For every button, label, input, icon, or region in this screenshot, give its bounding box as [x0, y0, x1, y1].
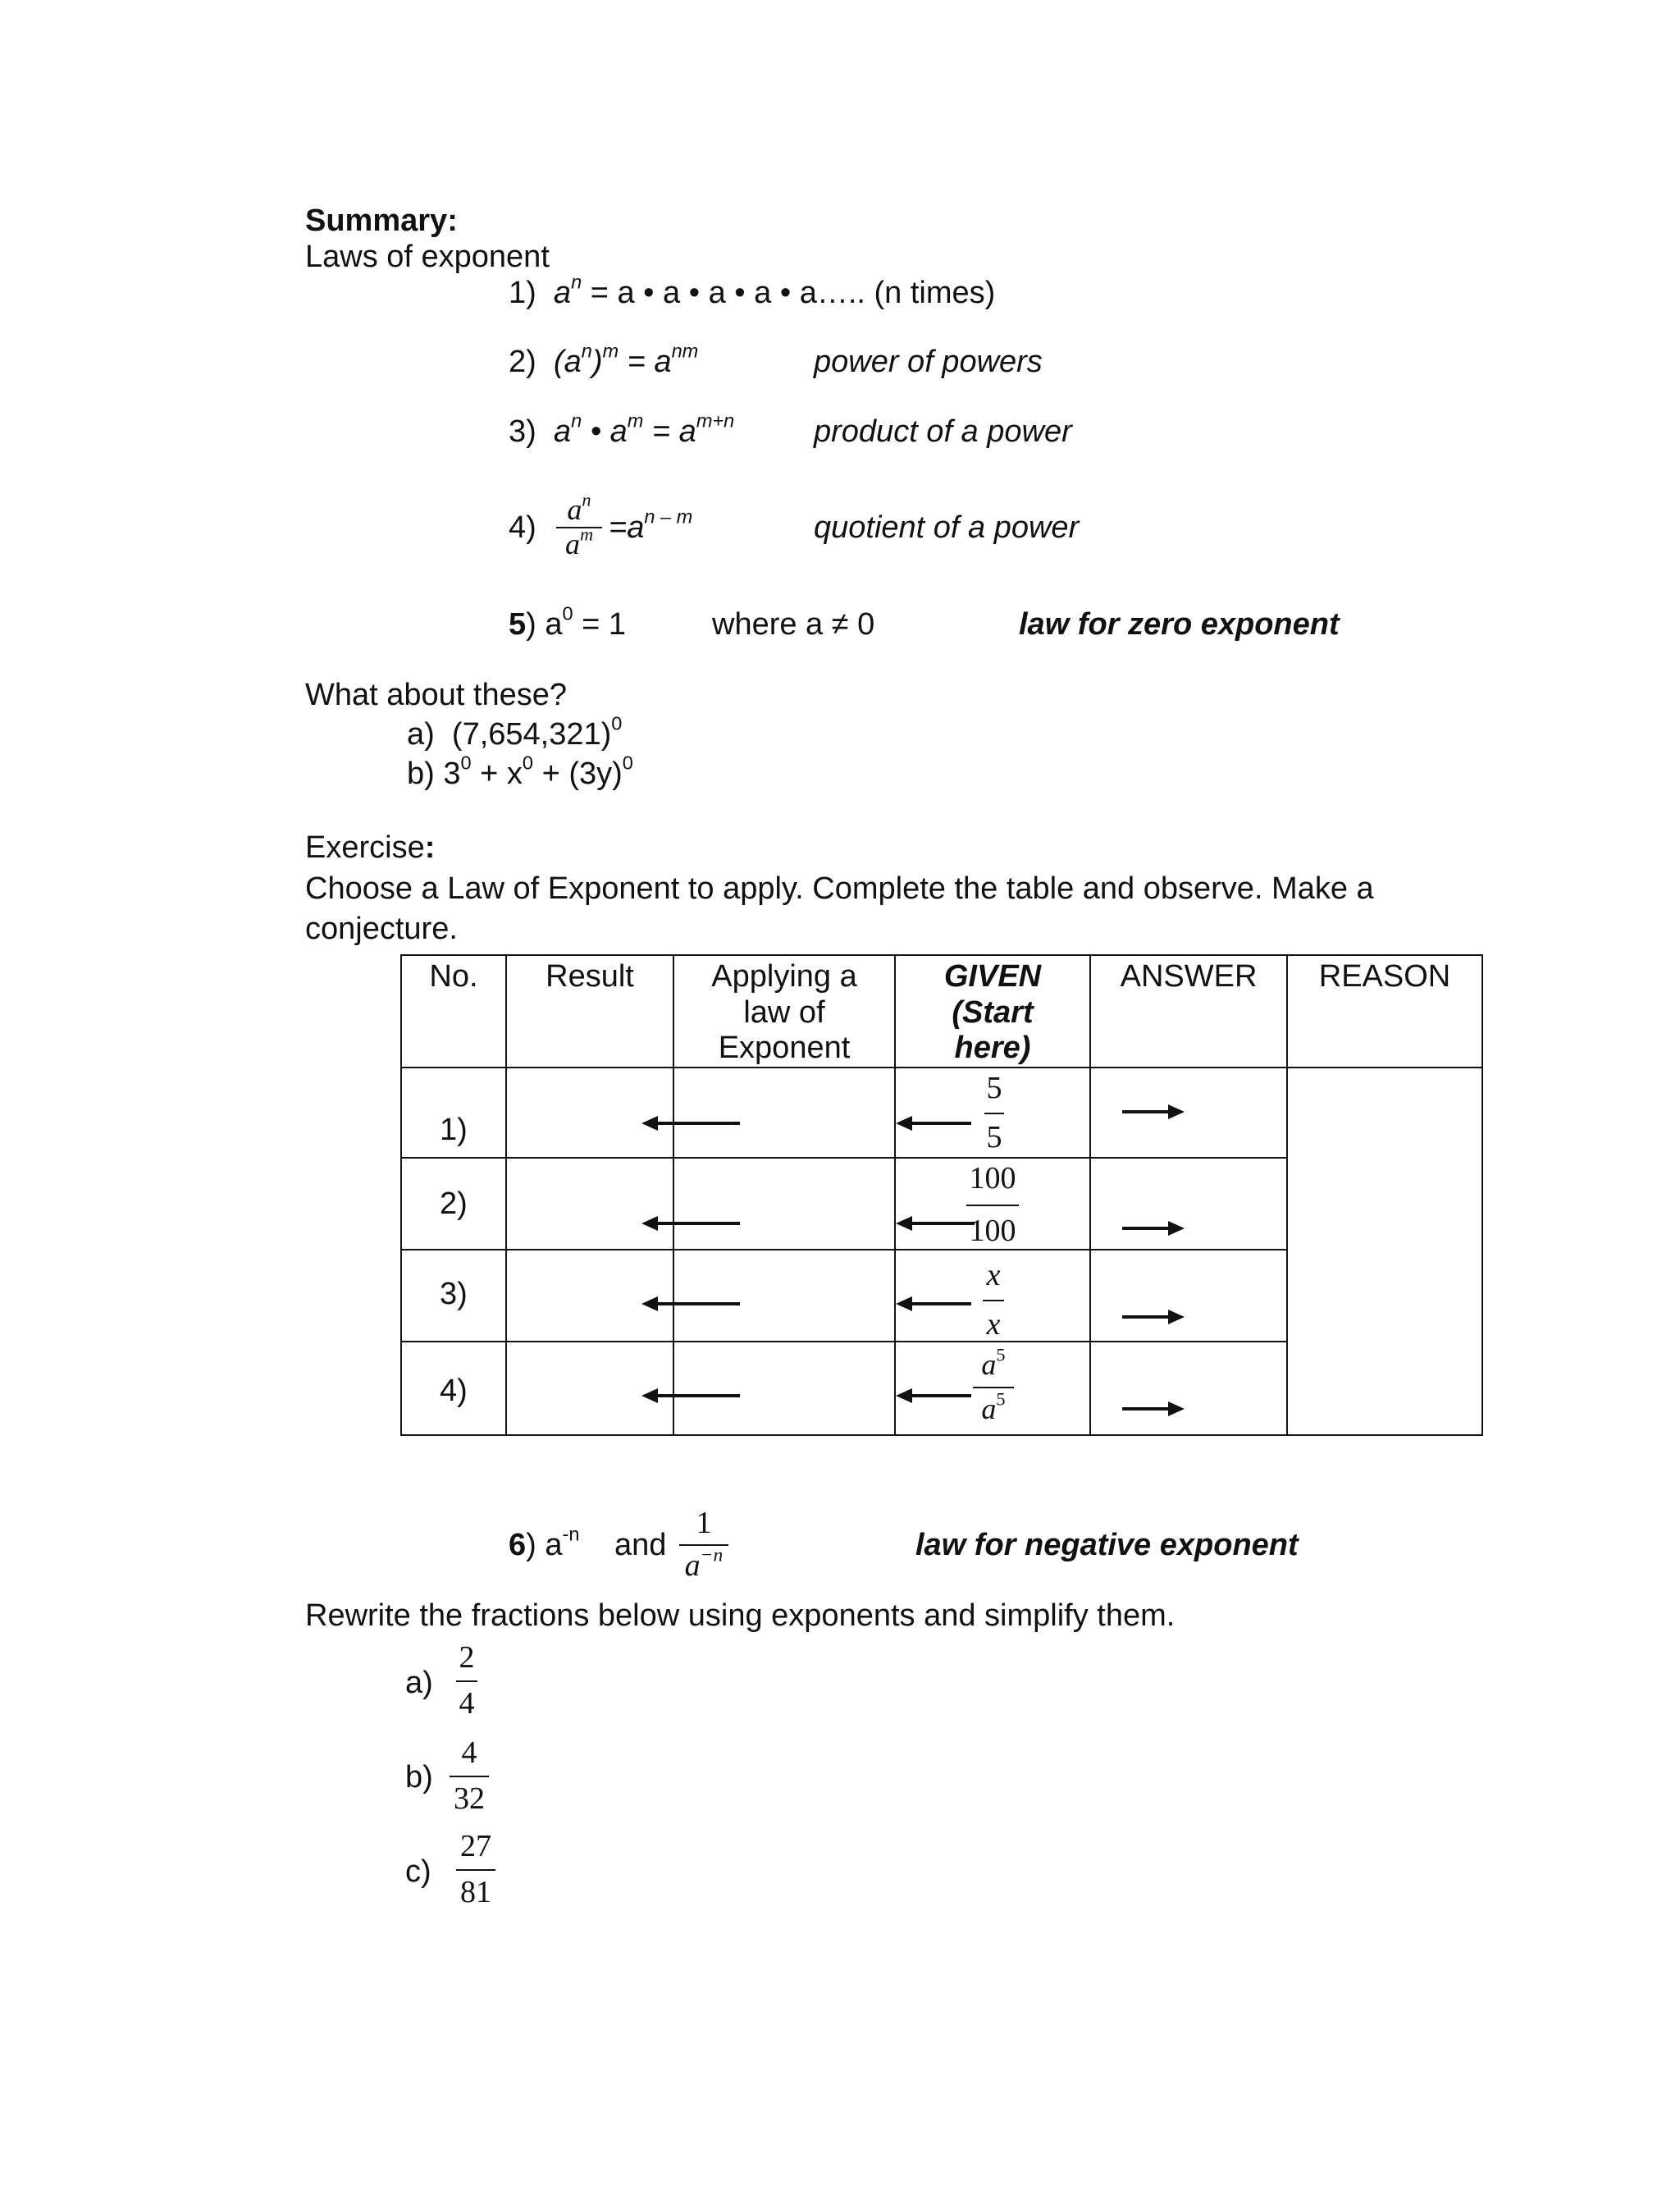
result-cell[interactable] — [506, 1158, 673, 1250]
law-2: 2) $(a^n)^m = a^{nm}$ — [509, 340, 699, 379]
given-fraction: 5 5 — [984, 1072, 1004, 1155]
rewrite-a-label: a) — [405, 1666, 433, 1700]
law-5-condition: where a ≠ 0 — [712, 607, 875, 642]
what-about-b: b) $3^0 + x^0 + (3y)^0$ — [407, 752, 633, 791]
arrow-right-icon — [1122, 1400, 1185, 1418]
header-given: GIVEN (Start here) — [895, 955, 1090, 1068]
rewrite-instruction: Rewrite the fractions below using exponents and simplify them. — [305, 1598, 1176, 1633]
exercise-heading: Exercise: — [305, 830, 436, 865]
given-cell — [895, 1250, 1090, 1342]
law-2-description: power of powers — [814, 345, 1043, 379]
reason-cell[interactable] — [1287, 1068, 1482, 1435]
given-cell — [895, 1158, 1090, 1250]
law-6-and: and — [614, 1528, 667, 1562]
row-no: 3) — [401, 1250, 506, 1342]
rewrite-c-label: c) — [405, 1854, 431, 1889]
table-row — [401, 1068, 1482, 1158]
arrow-left-icon — [641, 1295, 765, 1313]
arrow-left-icon — [641, 1214, 765, 1232]
law-4-result: $=a^{n - m}$ — [609, 505, 693, 545]
given-fraction: $a^5$ $a^5$ — [973, 1349, 1014, 1425]
given-cell — [895, 1068, 1090, 1158]
arrow-left-icon — [896, 1295, 975, 1313]
arrow-left-icon — [896, 1214, 978, 1232]
answer-cell[interactable] — [1090, 1342, 1287, 1435]
applying-cell[interactable] — [673, 1068, 895, 1158]
law-5-description: law for zero exponent — [1019, 607, 1340, 642]
rewrite-c-fraction: 27 81 — [456, 1830, 495, 1910]
exercise-instruction-2: conjecture. — [305, 912, 458, 946]
rewrite-a-fraction: 2 4 — [456, 1641, 477, 1721]
answer-cell[interactable] — [1090, 1158, 1287, 1250]
exercise-table — [400, 954, 1483, 1436]
law-4-number: 4) — [509, 510, 536, 545]
law-3: 3) $a^n$ • $a^m = a^{m+n}$ — [509, 409, 735, 449]
arrow-left-icon — [641, 1114, 765, 1132]
given-cell — [895, 1342, 1090, 1435]
law-4-description: quotient of a power — [814, 510, 1080, 545]
summary-heading: Summary: — [305, 203, 458, 238]
answer-cell[interactable] — [1090, 1068, 1287, 1158]
law-6: 6) $a^{-n}$ — [509, 1523, 580, 1562]
arrow-left-icon — [641, 1387, 765, 1405]
rewrite-b-fraction: 4 32 — [450, 1736, 489, 1817]
arrow-right-icon — [1122, 1219, 1185, 1237]
applying-cell[interactable] — [673, 1158, 895, 1250]
header-no: No. — [401, 955, 506, 1068]
arrow-left-icon — [896, 1114, 975, 1132]
header-applying: Applying a law of Exponent — [673, 955, 895, 1068]
applying-cell[interactable] — [673, 1342, 895, 1435]
summary-subheading: Laws of exponent — [305, 240, 550, 274]
exercise-instruction-1: Choose a Law of Exponent to apply. Complete the table and observe. Make a — [305, 871, 1374, 906]
rewrite-b-label: b) — [405, 1760, 433, 1795]
law-1: 1) $a^n = a$ • a • a • a • a….. (n times) — [509, 271, 996, 310]
arrow-right-icon — [1122, 1103, 1185, 1121]
row-no: 1) — [401, 1068, 506, 1158]
row-no: 4) — [401, 1342, 506, 1435]
what-about-question: What about these? — [305, 678, 567, 712]
arrow-right-icon — [1122, 1308, 1185, 1326]
law-4-fraction: $a^n$ $a^m$ — [556, 494, 602, 560]
header-result: Result — [506, 955, 673, 1068]
law-5: 5) $a^0 = 1$ — [509, 602, 627, 642]
given-fraction: 100 100 — [966, 1162, 1019, 1249]
table-header-row — [401, 955, 1482, 1068]
given-fraction: x x — [983, 1259, 1004, 1342]
answer-cell[interactable] — [1090, 1250, 1287, 1342]
law-6-description: law for negative exponent — [915, 1528, 1299, 1562]
result-cell[interactable] — [506, 1068, 673, 1158]
what-about-a: a) $(7,654,321)^0$ — [407, 712, 623, 752]
applying-cell[interactable] — [673, 1250, 895, 1342]
header-answer: ANSWER — [1090, 955, 1287, 1068]
law-3-description: product of a power — [814, 414, 1072, 449]
row-no: 2) — [401, 1158, 506, 1250]
arrow-left-icon — [896, 1387, 975, 1405]
law-6-fraction: 1 $a^{-n}$ — [679, 1506, 728, 1584]
header-reason: REASON — [1287, 955, 1482, 1068]
